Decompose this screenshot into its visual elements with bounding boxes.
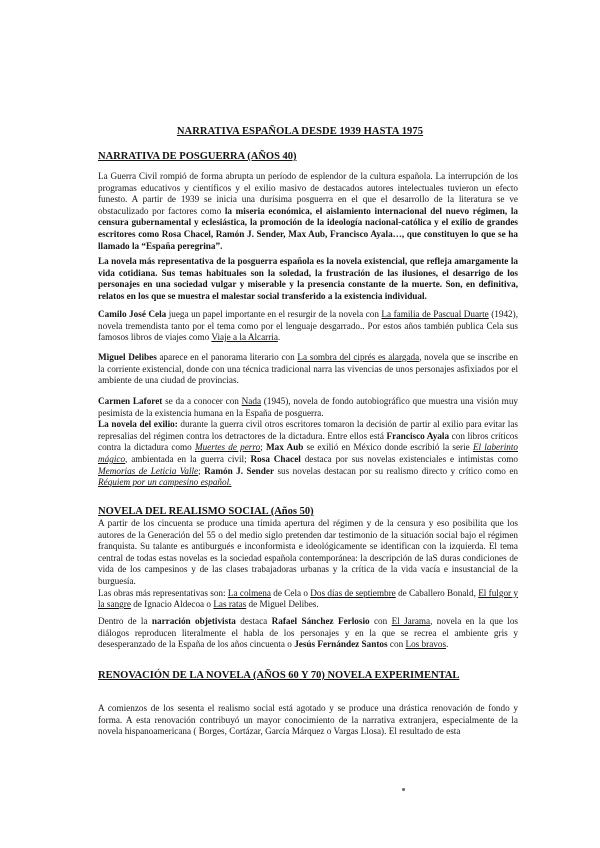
paragraph-posguerra-intro bbox=[98, 171, 518, 252]
text: (1945), novela de fondo autobiográfico que muestra una visión muy pesimista de la existencia humana en la España de posguerra. bbox=[98, 396, 519, 418]
text: se da a conocer con bbox=[162, 396, 242, 406]
text: de Ignacio Aldecoa o bbox=[130, 599, 214, 610]
text: ; bbox=[260, 442, 266, 453]
work-title: Dos días de septiembre bbox=[310, 587, 396, 598]
author-name: Jesús Fernández Santos bbox=[294, 639, 388, 650]
work-title: El laberinto mágico bbox=[98, 442, 518, 464]
work-title: Las ratas bbox=[213, 599, 247, 610]
text: de Cela o bbox=[270, 587, 311, 598]
paragraph-realismo-social bbox=[98, 518, 518, 611]
work-title: La sombra del ciprés es alargada bbox=[297, 352, 420, 362]
section-heading-renovacion: RENOVACIÓN DE LA NOVELA (AÑOS 60 Y 70) NOVELA EXPERIMENTAL bbox=[98, 670, 460, 681]
work-title: La colmena bbox=[227, 587, 271, 598]
section-heading-posguerra: NARRATIVA DE POSGUERRA (AÑOS 40) bbox=[98, 151, 297, 162]
text: durante la guerra civil otros escritores tomaron la decisión de partir al exilio para evitar las represalias del régimen contra los detractores de la dictadura. Entre ellos está bbox=[98, 419, 518, 441]
text: con bbox=[387, 639, 406, 650]
section-heading-realismo-social: NOVELA DEL REALISMO SOCIAL (Años 50) bbox=[98, 506, 314, 517]
text: A partir de los cincuenta se produce una tímida apertura del régimen y de la censura y eso posibilita que los autores de la Generación del 55 o del medio siglo pretenden dar testimonio de la situación social bajo el régimen franquista. Su talante es antiburgués e inconformista e ideológicamente se identifican con la izquierda. El tema central de todas estas novelas es la sociedad española contemporánea: la descripción de laS duras condiciones de vida de los campesinos y de las clases trabajadoras urbanas y la crítica de la vida vacía e insustancial de la burguesía. bbox=[98, 518, 518, 586]
document-title: NARRATIVA ESPAÑOLA DESDE 1939 HASTA 1975 bbox=[176, 126, 424, 137]
bold-text: narración objetivista bbox=[151, 616, 236, 626]
text: Las obras más representativas son: bbox=[98, 587, 228, 598]
text: con bbox=[369, 616, 392, 626]
work-title: Los bravos bbox=[405, 639, 447, 650]
text: La Guerra Civil rompió de forma abrupta un período de esplendor de la cultura española. La interrupción de los programas educativos y científicos y el exilio masivo de destacados autores intelectuales tuvieron un efecto funesto. A partir de 1939 se inicia una durísima posguerra en el que el desarrollo de la literatura se ve obstaculizado por factores como bbox=[98, 171, 518, 216]
scan-speck bbox=[402, 788, 405, 791]
text: ; bbox=[198, 465, 205, 476]
paragraph-renovacion: A comienzos de los sesenta el realismo social está agotado y se produce una drástica renovación de fondo y forma. A esta renovación contribuyó un mayor conocimiento de la narrativa extranjera, especialmente de la novela hispanoamericana ( Borges, Cortázar, García Márquez o Vargas Llosa). El resultado de esta bbox=[98, 703, 518, 737]
text: de Caballero Bonald, bbox=[395, 587, 479, 598]
work-title: La familia de Pascual Duarte bbox=[381, 309, 489, 319]
author-name: Camilo José Cela bbox=[98, 309, 167, 319]
work-title: Nada bbox=[241, 396, 262, 406]
work-title: Réquiem por un campesino español. bbox=[98, 477, 232, 488]
text: sus novelas destacan por su realismo directo y crítico como en bbox=[274, 465, 518, 476]
text: (1942), novela tremendista tanto por el tema como por el lenguaje desgarrado.. Por estos años también publica Cela sus famosos libros de viajes como bbox=[98, 309, 519, 343]
text: de Miguel Delibes. bbox=[246, 599, 319, 610]
text: con libros críticos contra la dictadura como bbox=[98, 430, 518, 453]
paragraph-delibes bbox=[98, 352, 518, 387]
paragraph-objetivista bbox=[98, 616, 518, 651]
paragraph-laforet-exilio bbox=[98, 396, 518, 489]
bold-text: la miseria económica, el aislamiento internacional del nuevo régimen, la censura gubernamental y eclesiástica, la promoción de la ideología nacional-católica y el exilio de grandes escritores como Rosa Chacel, Ramón J. Sender, Max Aub, Francisco Ayala…, que constituyen lo que se ha llamado la “España peregrina”. bbox=[98, 205, 518, 251]
text: Dentro de la bbox=[98, 616, 152, 626]
text: destaca bbox=[235, 616, 272, 626]
author-name: Francisco Ayala bbox=[386, 430, 450, 441]
author-name: Carmen Laforet bbox=[98, 396, 163, 406]
author-name: Rosa Chacel bbox=[250, 453, 301, 464]
work-title: El Jarama bbox=[391, 616, 431, 626]
text: juega un papel importante en el resurgir de la novela con bbox=[166, 309, 382, 319]
text: destaca por sus novelas existenciales e intimistas como bbox=[300, 453, 518, 464]
text: . bbox=[277, 332, 281, 343]
work-title: El fulgor y la sangre bbox=[98, 587, 518, 610]
text: , novela que se inscribe en la corriente existencial, donde con una técnica tradicional narra las vivencias de unos personajes asfixiados por el ambiente de una ciudad de provincias. bbox=[98, 352, 519, 386]
paragraph-cela bbox=[98, 309, 518, 344]
work-title: Viaje a la Alcarria bbox=[211, 332, 278, 343]
text: , ambientada en la guerra civil; bbox=[125, 453, 251, 464]
text: aparece en el panorama literario con bbox=[156, 352, 298, 362]
author-name: Rafael Sánchez Ferlosio bbox=[271, 616, 370, 626]
text: se exilió en México donde escribió la serie bbox=[303, 442, 473, 453]
work-title: Memorias de Leticia Valle bbox=[98, 465, 199, 476]
text: . bbox=[446, 639, 449, 650]
author-name: Miguel Delibes bbox=[98, 352, 157, 362]
text: , novela en la que los diálogos reproducen literalmente el habla de los personajes y en la que se recrea el ambiente gris y desesperanzado de la España de los años cincuenta o bbox=[98, 616, 518, 650]
author-name: Max Aub bbox=[265, 442, 304, 453]
exile-label: La novela del exilio: bbox=[98, 419, 178, 430]
paragraph-novela-existencial: La novela más representativa de la posguerra española es la novela existencial, que refleja amargamente la vida cotidiana. Sus temas habituales son la soledad, la frustración de las ilusiones, el desarrigo de los personajes en una sociedad vulgar y miserable y la presencia constante de la muerte. Son, en definitiva, relatos en los que se muestra el malestar social transferido a la existencia individual. bbox=[98, 256, 518, 301]
work-title: Muertes de perro bbox=[194, 442, 261, 453]
author-name: Ramón J. Sender bbox=[204, 465, 275, 476]
